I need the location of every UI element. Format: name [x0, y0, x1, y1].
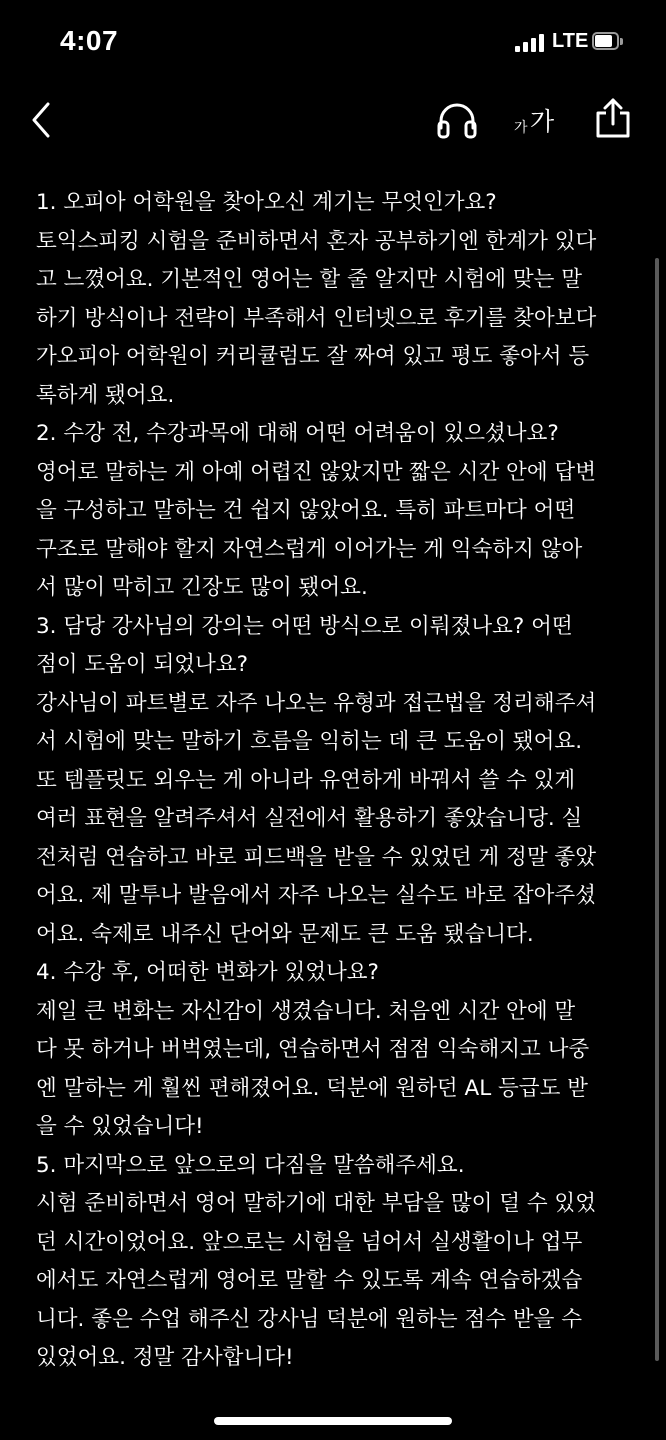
question-4: 4. 수강 후, 어떠한 변화가 있었나요? [36, 960, 379, 985]
question-3: 3. 담당 강사님의 강의는 어떤 방식으로 이뤄졌나요? 어떤 점이 도움이 되었나요? [36, 613, 573, 677]
question-2: 2. 수강 전, 수강과목에 대해 어떤 어려움이 있으셨나요? [36, 421, 559, 446]
answer-4: 제일 큰 변화는 자신감이 생겼습니다. 처음엔 시간 안에 말 다 못 하거나 버벅였는데, 연습하면서 점점 익숙해지고 나중 엔 말하는 게 훨씬 편해졌어요. 덕분에 원하던 AL 등급도 받 을 수 있었습니다! [36, 998, 590, 1139]
answer-3: 강사님이 파트별로 자주 나오는 유형과 접근법을 정리해주셔 서 시험에 맞는 말하기 흐름을 익히는 데 큰 도움이 됐어요. 또 템플릿도 외우는 게 아니라 유연하게 바꿔서 쓸 수 있게 여러 표현을 알려주셔서 실전에서 활용하기 좋았습니당. 실 전처럼 연습하고 바로 피드백을 받을 수 있었던 게 정말 좋았 어요. 제 말투나 발음에서 자주 나오는 실수도 바로 잡아주셨 어요. 숙제로 내주신 단어와 문제도 큰 도움 됐습니다. [36, 690, 597, 947]
article-body [36, 184, 640, 1378]
share-button[interactable] [594, 96, 632, 140]
text-size-button[interactable] [508, 98, 562, 142]
headphones-icon [436, 100, 478, 140]
listen-audio-button[interactable] [436, 100, 478, 140]
home-indicator[interactable] [214, 1417, 452, 1425]
status-time: 4:07 [60, 25, 119, 56]
status-bar [0, 0, 666, 84]
cellular-signal-icon [515, 34, 547, 52]
question-1: 1. 오피아 어학원을 찾아오신 계기는 무엇인가요? [36, 190, 497, 215]
share-icon [594, 96, 632, 140]
answer-1: 토익스피킹 시험을 준비하면서 혼자 공부하기엔 한계가 있다 고 느꼈어요. 기본적인 영어는 할 줄 알지만 시험에 맞는 말 하기 방식이나 전략이 부족해서 인터넷으로 후기를 찾아보다 가오피아 어학원이 커리큘럼도 잘 짜여 있고 평도 좋아서 등 록하게 됐어요. [36, 228, 597, 408]
network-type-label: LTE [552, 30, 589, 52]
text-size-small-glyph: 가 [514, 120, 528, 136]
scrollbar[interactable] [655, 258, 659, 1361]
back-button[interactable] [26, 98, 62, 142]
answer-5: 시험 준비하면서 영어 말하기에 대한 부담을 많이 덜 수 있었 던 시간이었어요. 앞으로는 시험을 넘어서 실생활이나 업무 에서도 자연스럽게 영어로 말할 수 있도록 계속 연습하겠습 니다. 좋은 수업 해주신 강사님 덕분에 원하는 점수 받을 수 있었어요. 정말 감사합니다! [36, 1191, 596, 1370]
answer-2: 영어로 말하는 게 아예 어렵진 않았지만 짧은 시간 안에 답변 을 구성하고 말하는 건 쉽지 않았어요. 특히 파트마다 어떤 구조로 말해야 할지 자연스럽게 이어가는 게 익숙하지 않아 서 많이 막히고 긴장도 많이 됐어요. [36, 459, 596, 600]
navigation-bar [0, 84, 666, 164]
text-size-large-glyph: 가 [530, 107, 555, 136]
chevron-left-icon [26, 98, 62, 142]
question-5: 5. 마지막으로 앞으로의 다짐을 말씀해주세요. [36, 1152, 465, 1178]
battery-icon [592, 32, 624, 52]
